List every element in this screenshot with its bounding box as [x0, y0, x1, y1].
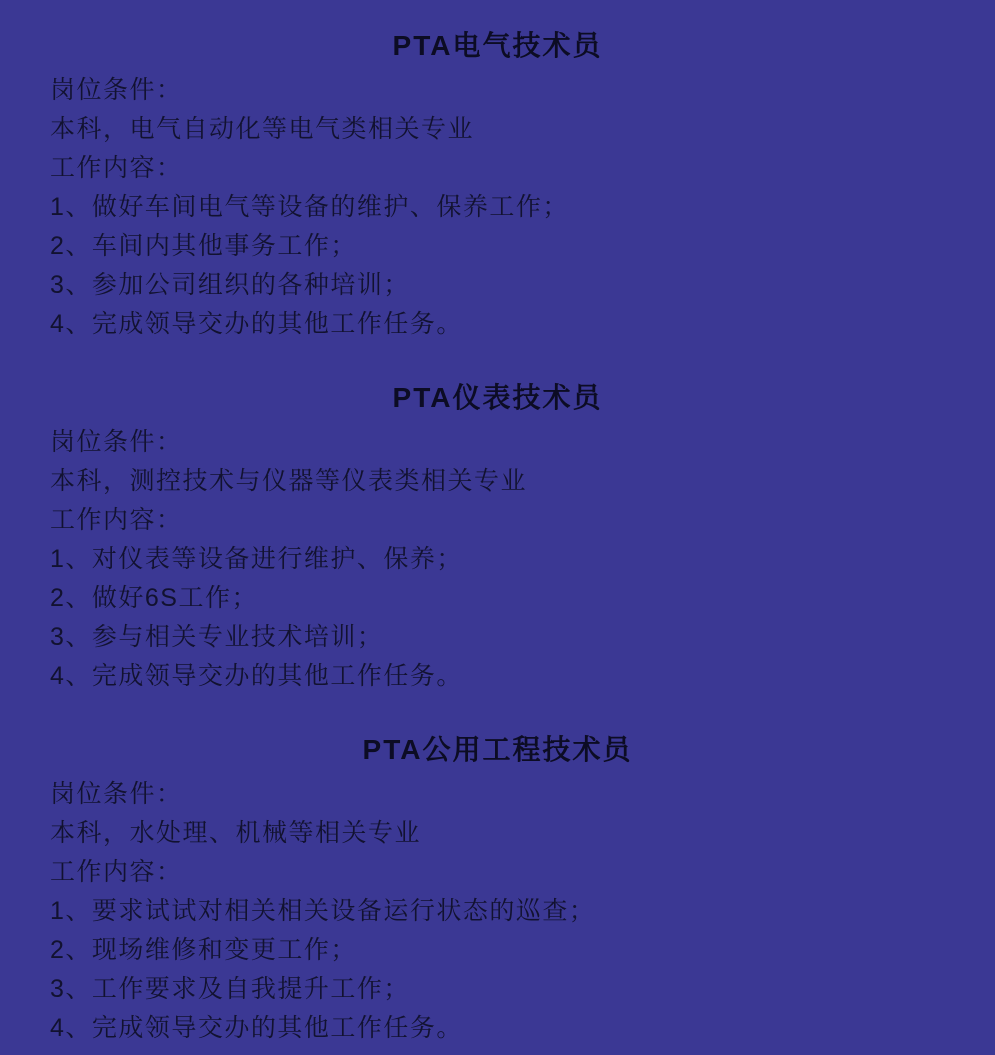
section-instrument-technician — [0, 378, 995, 696]
job-duty-item: 2、车间内其他事务工作； — [50, 232, 357, 260]
job-duties-label: 工作内容： — [50, 858, 183, 886]
job-duty-item: 1、对仪表等设备进行维护、保养； — [50, 545, 463, 573]
section-title: PTA仪表技术员 — [392, 382, 603, 413]
job-duty-item: 1、做好车间电气等设备的维护、保养工作； — [50, 193, 569, 221]
job-requirements-text: 本科，电气自动化等电气类相关专业 — [50, 115, 475, 143]
job-duty-item: 3、参与相关专业技术培训； — [50, 623, 384, 651]
job-duties-label: 工作内容： — [50, 154, 183, 182]
job-requirements-text: 本科，测控技术与仪器等仪表类相关专业 — [50, 467, 528, 495]
job-requirements-text: 本科，水处理、机械等相关专业 — [50, 819, 422, 847]
job-duties-label: 工作内容： — [50, 506, 183, 534]
job-duty-item: 4、完成领导交办的其他工作任务。 — [50, 1014, 463, 1042]
job-duty-item: 4、完成领导交办的其他工作任务。 — [50, 310, 463, 338]
section-utilities-engineering-technician — [0, 730, 995, 1048]
section-electrical-technician — [0, 26, 995, 344]
job-duty-item: 3、工作要求及自我提升工作； — [50, 975, 410, 1003]
job-requirements-label: 岗位条件： — [50, 428, 183, 456]
section-title: PTA电气技术员 — [392, 30, 603, 61]
job-duty-item: 2、现场维修和变更工作； — [50, 936, 357, 964]
section-title: PTA公用工程技术员 — [362, 734, 633, 765]
job-duty-item: 1、要求试试对相关相关设备运行状态的巡查； — [50, 897, 596, 925]
job-requirements-label: 岗位条件： — [50, 76, 183, 104]
job-requirements-label: 岗位条件： — [50, 780, 183, 808]
job-duty-item: 2、做好6S工作； — [50, 584, 258, 612]
job-duty-item: 4、完成领导交办的其他工作任务。 — [50, 662, 463, 690]
job-duty-item: 3、参加公司组织的各种培训； — [50, 271, 410, 299]
